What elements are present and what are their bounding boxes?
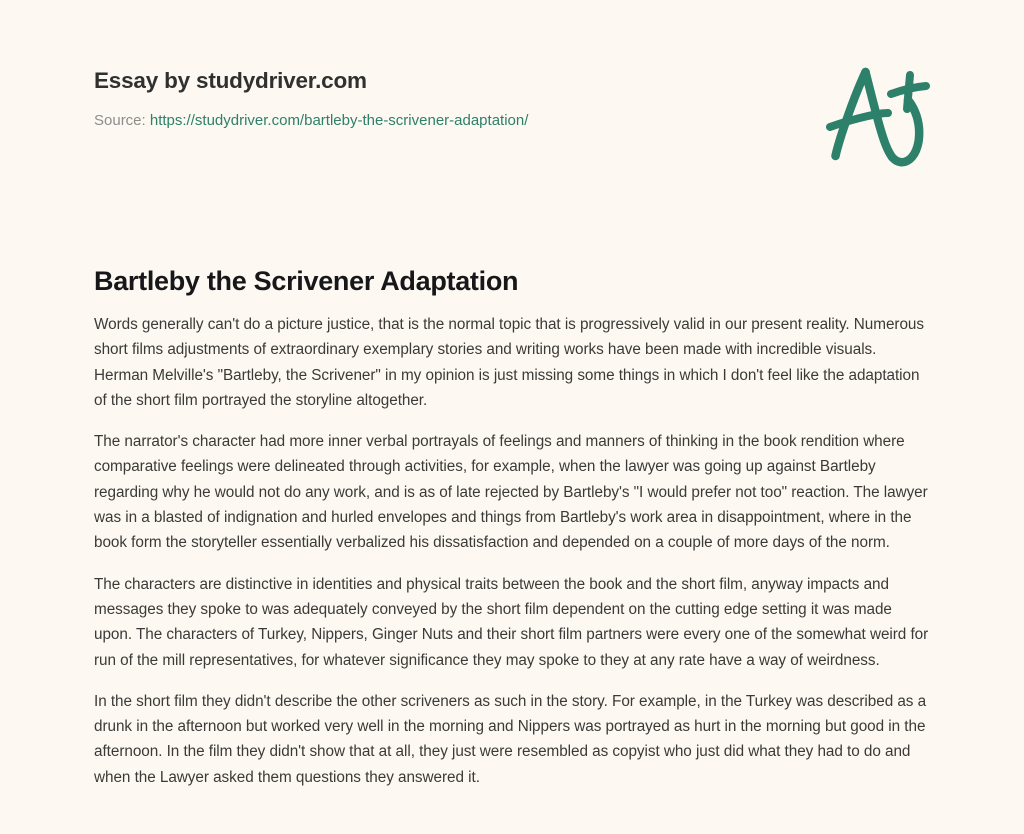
source-line xyxy=(94,110,794,131)
body-paragraph: In the short film they didn't describe the other scriveners as such in the story. For example, in the Turkey was described as a drunk in the afternoon but worked very well in the morning and Nippers was portrayed as hurt in the morning but good in the afternoon. In the film they didn't show that at all, they just were resembled as copyist who just did what they had to do and when the Lawyer asked them questions they answered it. xyxy=(94,692,927,786)
source-url-link[interactable]: https://studydriver.com/bartleby-the-scrivener-adaptation/ xyxy=(149,112,529,130)
page-title: Bartleby the Scrivener Adaptation xyxy=(94,266,519,297)
body-paragraph: The narrator's character had more inner verbal portrayals of feelings and manners of thinking in the book rendition where comparative feelings were delineated through activities, for example, when the lawyer was going up against Bartleby regarding why he would not do any work, and is as of late rejected by Bartleby's "I would prefer not too" reaction. The lawyer was in a blasted of indignation and hurled envelopes and things from Bartleby's work area in disappointment, where in the book form the storyteller essentially verbalized his dissatisfaction and depended on a couple of more days of the norm. xyxy=(94,433,928,552)
body-paragraph: Words generally can't do a picture justice, that is the normal topic that is progressively valid in our present reality. Numerous short films adjustments of extraordinary exemplary stories and writing works have been made with incredible visuals. Herman Melville's "Bartleby, the Scrivener" in my opinion is just missing some things in which I don't feel like the adaptation of the short film portrayed the storyline altogether. xyxy=(94,316,924,409)
body-paragraph: The characters are distinctive in identities and physical traits between the book and the short film, anyway impacts and messages they spoke to was adequately conveyed by the short film dependent on the cutting edge setting it was made upon. The characters of Turkey, Nippers, Ginger Nuts and their short film partners were every one of the somewhat weird for run of the mill representatives, for whatever significance they may spoke to they at any rate have a way of weirdness. xyxy=(94,575,929,669)
article-body xyxy=(94,312,932,790)
source-label: Source: xyxy=(94,112,146,130)
a-plus-logo-icon xyxy=(812,58,952,170)
page-header xyxy=(94,66,794,131)
essay-by-heading: Essay by studydriver.com xyxy=(94,68,367,93)
a-plus-logo xyxy=(812,58,952,170)
